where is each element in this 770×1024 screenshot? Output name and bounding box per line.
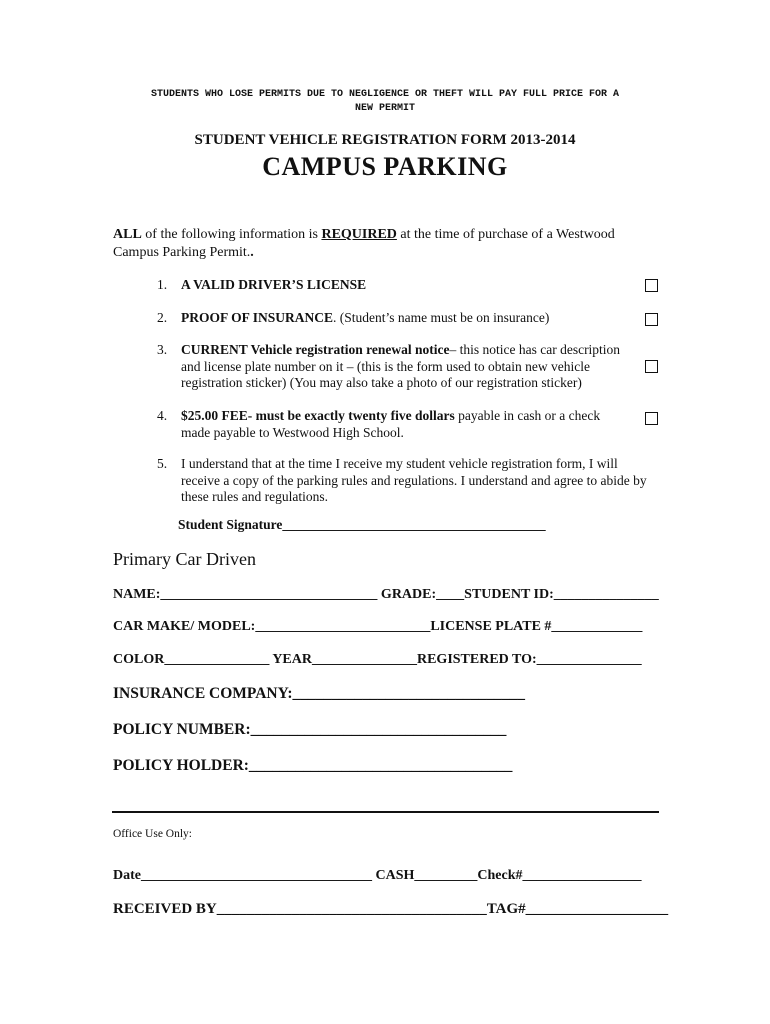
requirement-bold: A VALID DRIVER’S LICENSE — [181, 277, 367, 292]
requirement-number: 2. — [157, 310, 168, 325]
requirement-bold: $25.00 FEE- must be exactly twenty five dollars — [181, 408, 455, 423]
requirement-bold: PROOF OF INSURANCE — [181, 310, 334, 325]
requirement-3-checkbox[interactable] — [645, 360, 658, 373]
color-year-registered-row[interactable]: COLOR_______________ YEAR_______________REGISTERED TO:_______________ — [113, 652, 642, 667]
name-grade-id-row[interactable]: NAME:_______________________________ GRADE:____STUDENT ID:_______________ — [113, 587, 659, 602]
requirement-1-checkbox[interactable] — [645, 279, 658, 292]
policy-holder-field[interactable]: POLICY HOLDER:__________________________________ — [113, 757, 513, 774]
requirement-detail: – this notice has car description and license plate number on it – (this is the form used to obtain new vehicle registration sticker) (You may also take a photo of our registration sticker) — [181, 342, 621, 390]
requirement-number: 3. — [157, 342, 168, 357]
insurance-company-field[interactable]: INSURANCE COMPANY:______________________________ — [113, 685, 526, 702]
requirement-number: 5. — [157, 456, 168, 471]
intro-text-2: at the time of purchase of a Westwood Campus Parking Permit. — [113, 227, 615, 260]
form-subtitle: STUDENT VEHICLE REGISTRATION FORM 2013-2014 — [194, 132, 576, 148]
intro-all: ALL — [113, 227, 142, 242]
intro-end: . — [250, 245, 254, 260]
requirement-text — [181, 310, 648, 327]
permit-loss-notice — [100, 88, 670, 116]
notice-line-1: STUDENTS WHO LOSE PERMITS DUE TO NEGLIGENCE OR THEFT WILL PAY FULL PRICE FOR A — [150, 89, 620, 100]
requirement-detail: I understand that at the time I receive my student vehicle registration form, I will receive a copy of the parking rules and regulations. I understand and agree to abide by these rules and regulations. — [181, 456, 647, 504]
requirement-4-checkbox[interactable] — [645, 412, 658, 425]
requirement-number: 4. — [157, 408, 168, 423]
requirement-2-checkbox[interactable] — [645, 313, 658, 326]
intro-text-1: of the following information is — [141, 227, 322, 242]
notice-line-2: NEW PERMIT — [354, 103, 415, 114]
requirement-bold: CURRENT Vehicle registration renewal notice — [181, 342, 450, 357]
requirement-text — [181, 456, 651, 506]
form-title: CAMPUS PARKING — [262, 152, 508, 181]
requirement-number: 1. — [157, 277, 168, 292]
primary-car-heading: Primary Car Driven — [113, 549, 256, 569]
requirement-text — [181, 277, 648, 294]
intro-paragraph — [113, 226, 633, 262]
office-use-label: Office Use Only: — [113, 828, 192, 840]
car-model-plate-row[interactable]: CAR MAKE/ MODEL:_________________________LICENSE PLATE #_____________ — [113, 619, 643, 634]
policy-number-field[interactable]: POLICY NUMBER:_________________________________ — [113, 721, 507, 738]
requirement-detail: . (Student’s name must be on insurance) — [333, 310, 550, 325]
received-by-tag-row[interactable]: RECEIVED BY____________________________________TAG#___________________ — [113, 901, 669, 917]
requirement-detail: payable in cash or a check made payable to Westwood High School. — [181, 408, 601, 440]
requirement-text — [181, 342, 641, 392]
office-divider — [112, 811, 659, 813]
intro-required: REQUIRED — [321, 227, 397, 242]
student-signature-field[interactable]: Student Signature_______________________________________ — [178, 517, 546, 532]
requirement-text — [181, 408, 631, 441]
date-cash-check-row[interactable]: Date_________________________________ CASH_________Check#_________________ — [113, 868, 642, 883]
